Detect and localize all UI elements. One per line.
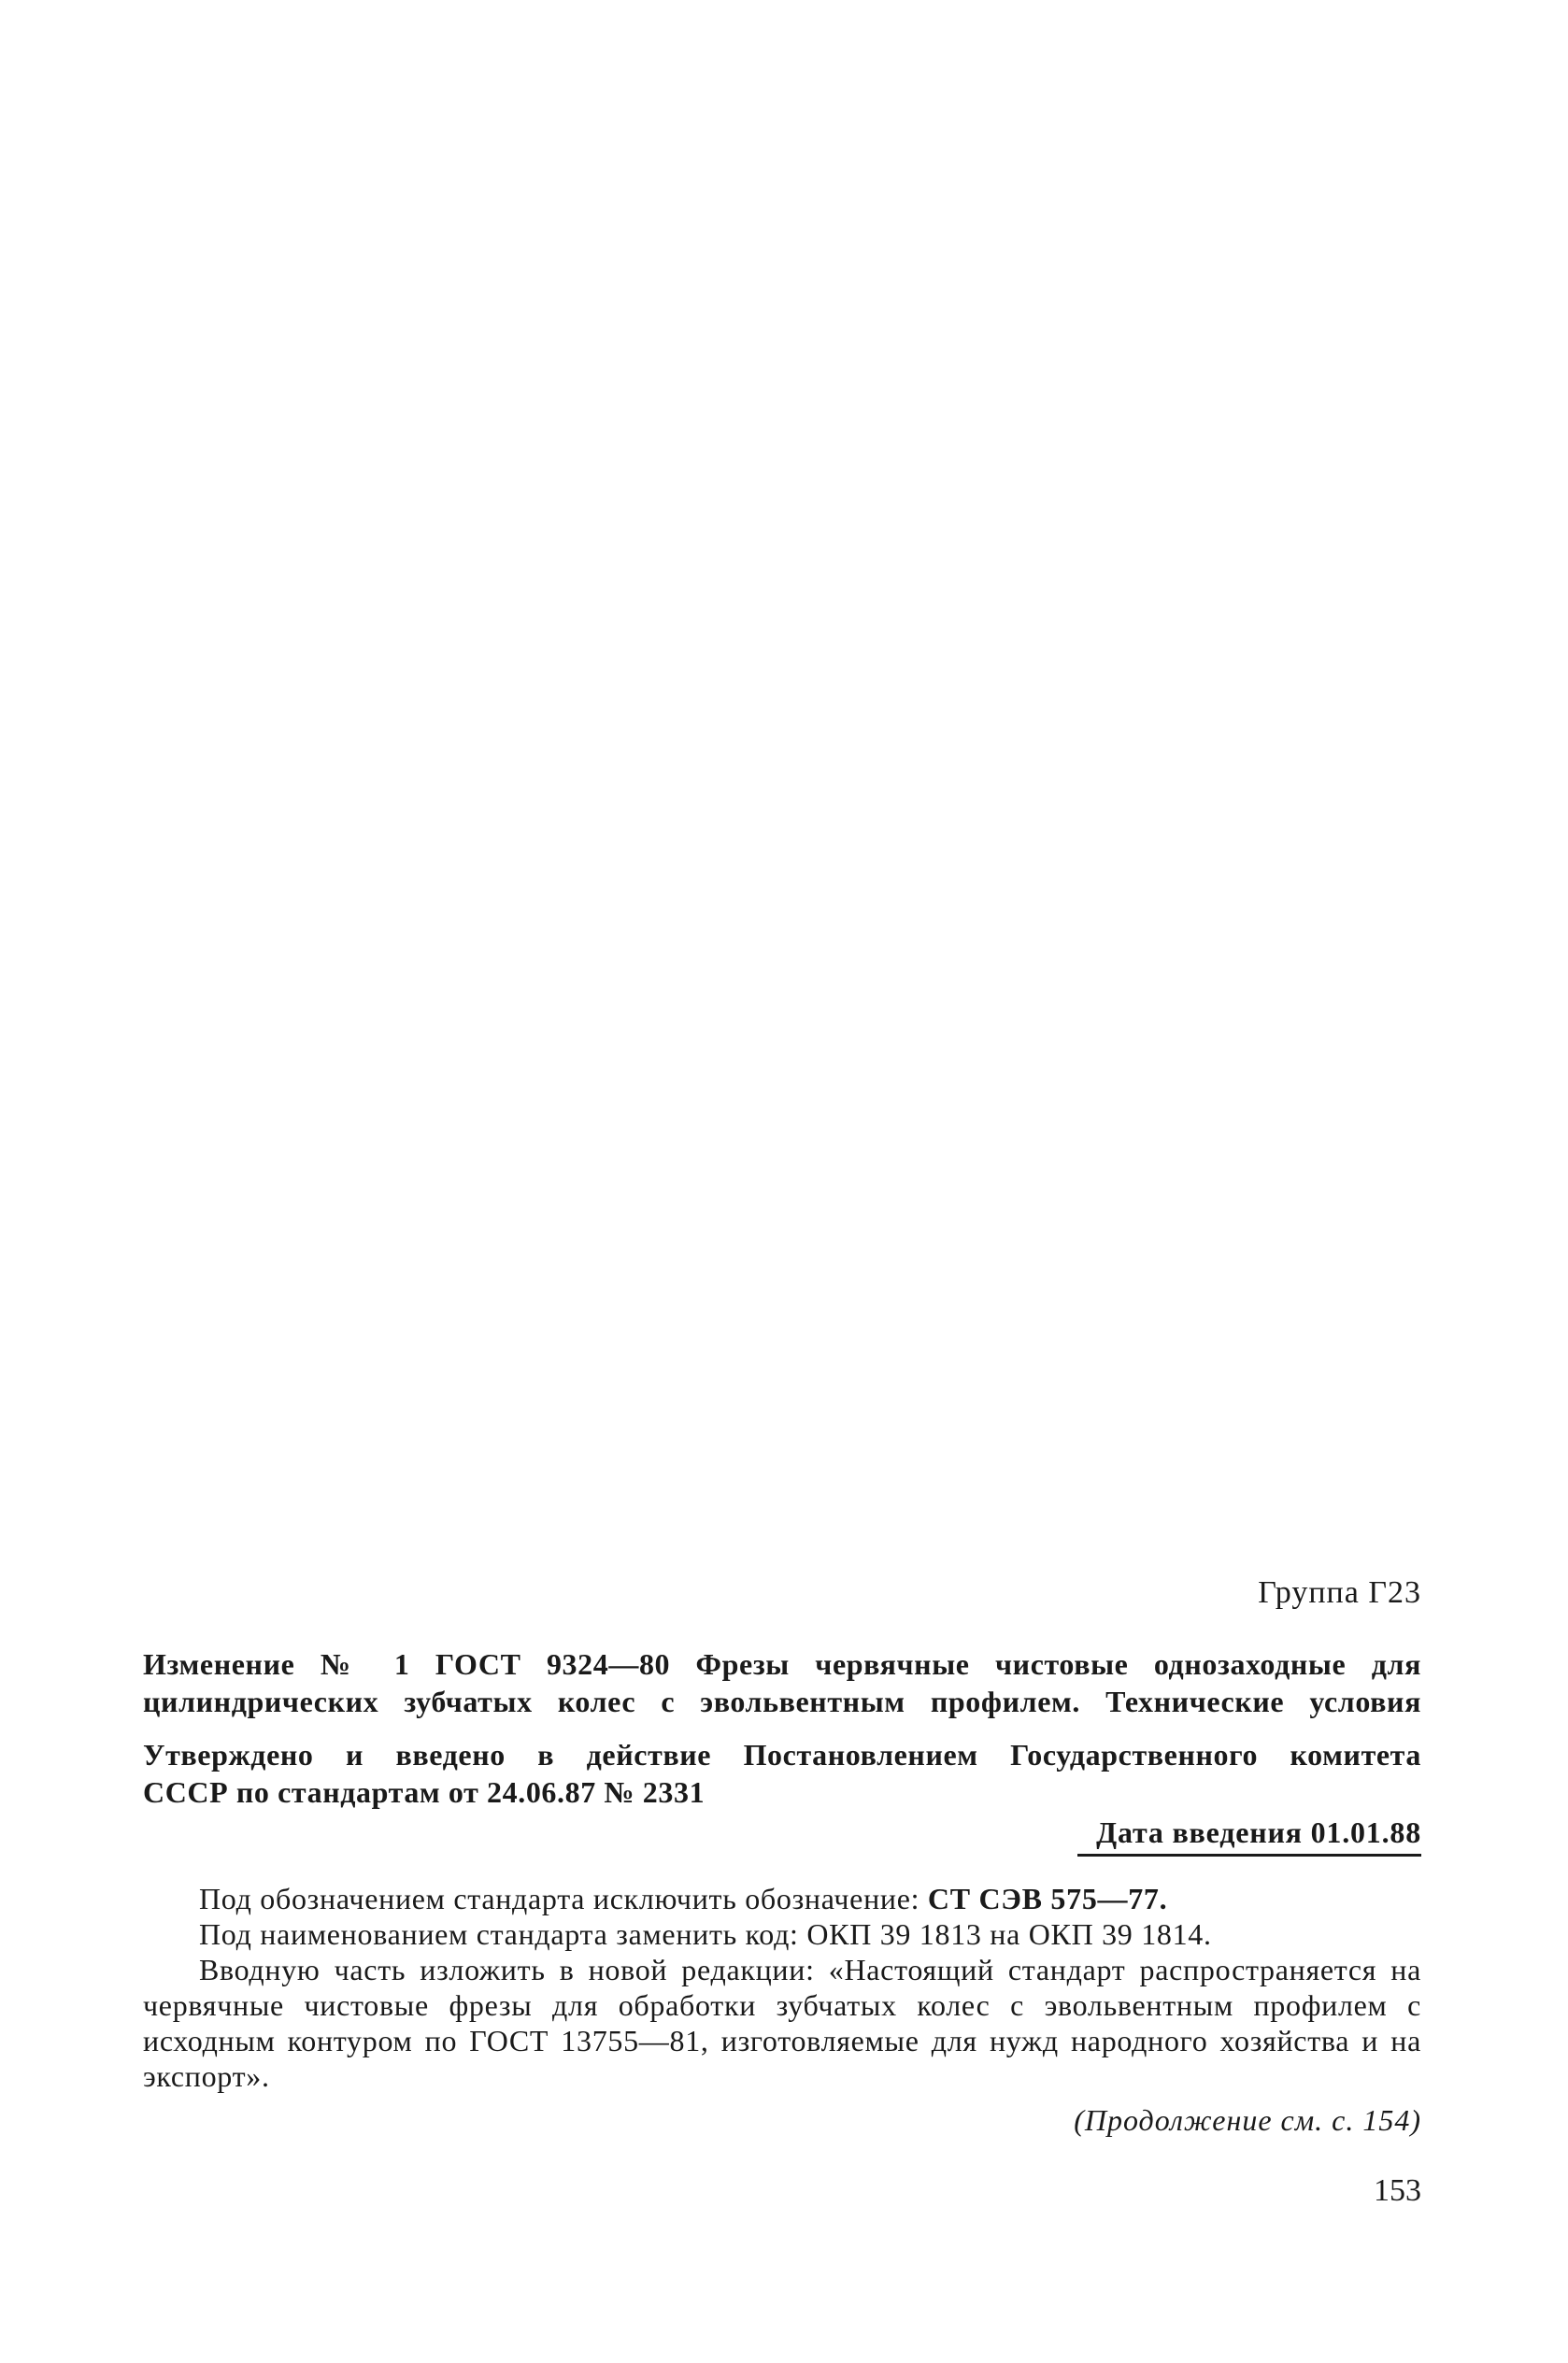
paragraph-designation-text: Под обозначением стандарта исключить обозначение:	[199, 1882, 928, 1915]
amendment-heading	[143, 1645, 1421, 1720]
amendment-heading-line-1: Изменение № 1 ГОСТ 9324—80 Фрезы червячные чистовые однозаходные для	[143, 1647, 1421, 1681]
introduction-date: Дата введения 01.01.88	[1077, 1813, 1421, 1857]
paragraph-introduction: Вводную часть изложить в новой редакции: «Настоящий стандарт распространяется на червячные чистовые фрезы для обработки зубчатых колес с эвольвентным профилем с исходным контуром по ГОСТ 13755—81, изготовляемые для нужд народного хозяйства и на экспорт».	[143, 1953, 1421, 2093]
approval-line-2: СССР по стандартам от 24.06.87 № 2331	[143, 1775, 706, 1809]
amendment-heading-line-2: цилиндрических зубчатых колес с эвольвентным профилем. Технические условия	[143, 1685, 1421, 1718]
group-label: Группа Г23	[1258, 1575, 1421, 1610]
approval-line-1: Утверждено и введено в действие Постановлением Государственного комитета	[143, 1738, 1421, 1772]
amendment-body	[143, 1881, 1421, 2094]
paragraph-designation	[143, 1881, 1421, 1916]
introduction-date-wrapper	[143, 1813, 1421, 1857]
continuation-note: (Продолжение см. с. 154)	[1074, 2103, 1421, 2137]
approval-statement	[143, 1736, 1421, 1811]
document-content	[143, 1574, 1421, 2139]
page-number: 153	[1374, 2173, 1421, 2208]
paragraph-code: Под наименованием стандарта заменить код: ОКП 39 1813 на ОКП 39 1814.	[199, 1917, 1212, 1951]
paragraph-designation-cite: СТ СЭВ 575—77.	[927, 1882, 1168, 1915]
